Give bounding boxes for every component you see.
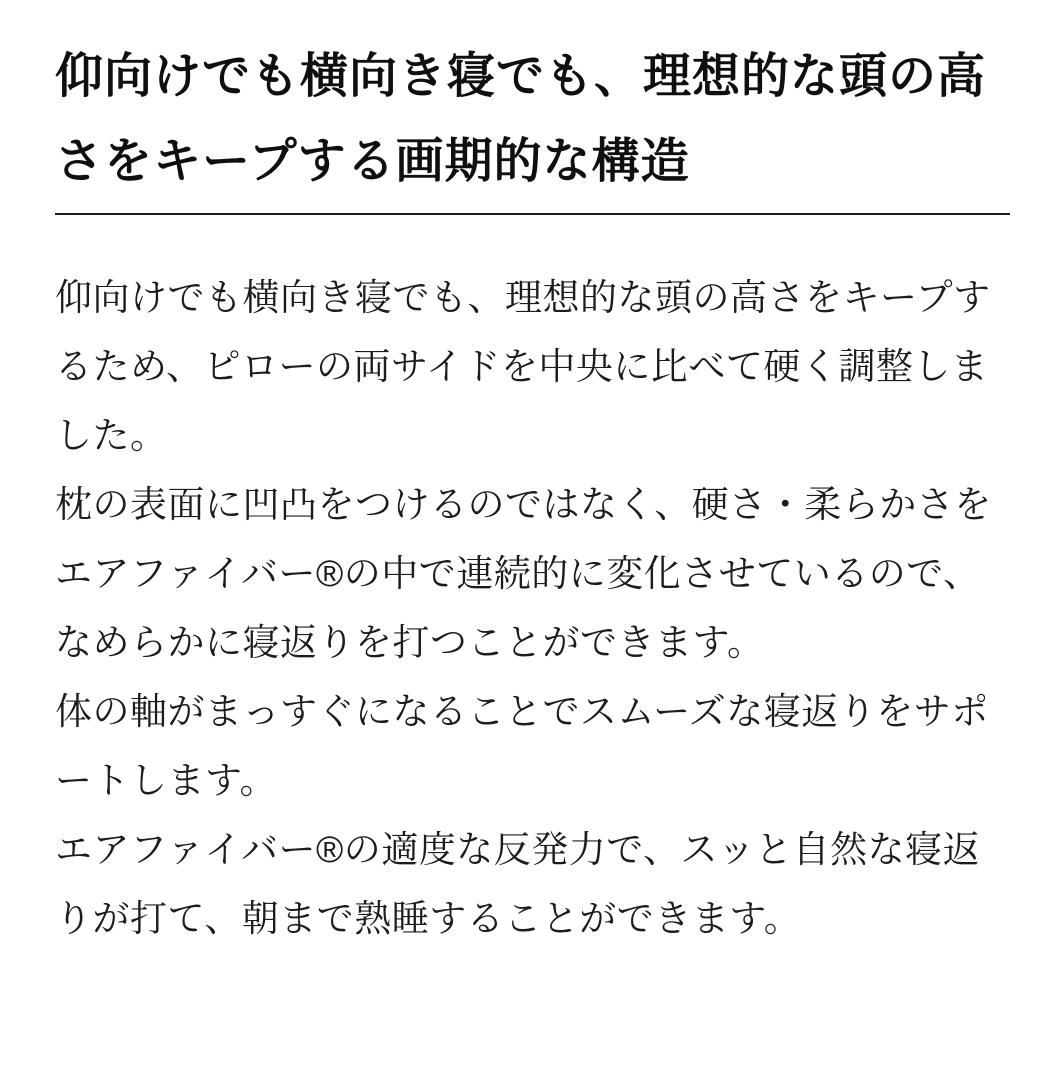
section-heading: 仰向けでも横向き寝でも、理想的な頭の高さをキープする画期的な構造 bbox=[55, 50, 987, 188]
body-paragraph-4: エアファイバー®の適度な反発力で、スッと自然な寝返りが打て、朝まで熟睡することができます。 bbox=[55, 829, 981, 939]
body-paragraph-1: 仰向けでも横向き寝でも、理想的な頭の高さをキープするため、ピローの両サイドを中央に比べて硬く調整しました。 bbox=[55, 277, 991, 456]
heading-divider bbox=[55, 213, 1010, 215]
body-paragraph-3: 体の軸がまっすぐになることでスムーズな寝返りをサポートします。 bbox=[55, 691, 989, 801]
body-paragraph-2: 枕の表面に凹凸をつけるのではなく、硬さ・柔らかさをエアファイバー®の中で連続的に変化させているので、なめらかに寝返りを打つことができます。 bbox=[55, 484, 992, 663]
section-body bbox=[55, 263, 1010, 953]
